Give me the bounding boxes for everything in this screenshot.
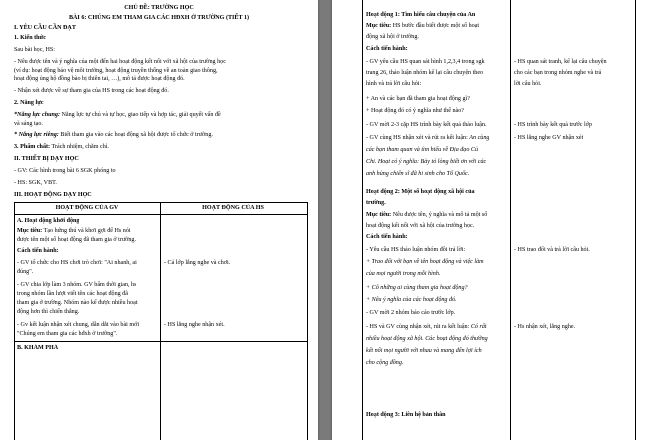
text: Biết tham gia vào các hoạt động xã hội được tổ chức ở trường. (58, 132, 213, 138)
activity-2-title-cont: trường. (366, 200, 386, 206)
label: * Năng lực riêng: (14, 132, 59, 138)
text: Trách nhiệm, chăm chỉ. (50, 144, 109, 150)
paragraph: - HS: SGK, VBT. (14, 180, 57, 186)
paragraph: Sau bài học, HS: (14, 47, 55, 53)
paragraph: hoạt động ủng hộ đồng bào bị thiên tai, …), mô tả được hoạt động đó. (14, 76, 185, 82)
paragraph (14, 131, 310, 140)
table-divider (14, 341, 308, 342)
step-line: + An và các bạn đã tham gia hoạt động gì? (366, 96, 470, 102)
section-equipment: II. THIẾT BỊ DẠY HỌC (14, 156, 79, 162)
activity-title: A. Hoạt động khởi động (17, 218, 80, 224)
goal-line: được tên một số hoạt động đã tham gia ở trường. (17, 237, 137, 243)
label: Mục tiêu: (366, 212, 392, 218)
label: Mục tiêu: (366, 23, 392, 29)
student-response: cho các bạn trong nhóm nghe và trả (514, 70, 602, 76)
student-response: - HS trao đổi và trả lời câu hỏi. (514, 247, 590, 253)
step-line: - GV mời 2-3 cặp HS trình bày kết quả thảo luận. (366, 122, 487, 128)
paragraph: - Nhận xét được về sự tham gia của HS trong các hoạt động đó. (14, 88, 169, 94)
paragraph: và sáng tạo. (14, 120, 43, 127)
goal-line: động xã hội ở trường. (366, 34, 419, 40)
student-response: - HS lắng nghe GV nhận xét (514, 135, 584, 141)
goal-line (366, 211, 487, 220)
table-divider (160, 202, 161, 440)
text: Nêu được tên, ý nghĩa và mô tả một số (391, 212, 488, 218)
goal-line: hoạt động kết nối với xã hội của trường học. (366, 223, 475, 229)
label: *Năng lực chung: (14, 112, 60, 118)
activity-3-title: Hoạt động 3: Liên hệ bản thân (366, 412, 446, 418)
step-line: + Nêu ý nghĩa của các hoạt động đó. (366, 297, 457, 303)
paragraph: (ví dụ: hoạt động bảo vệ môi trường, hoạt động truyền thống về an toàn giao thông, (14, 67, 218, 74)
step-line: trong nhóm lần lượt viết tên các hoạt động đã (17, 291, 128, 297)
conclusion-line: các bạn tham quan và tìm hiểu về Địa đạo Củ (366, 147, 479, 153)
step-line: động hơn thì chiến thắng. (17, 309, 80, 315)
conclusion: Có rất (470, 324, 487, 330)
goal-line (366, 22, 479, 31)
student-response: - Cả lớp lắng nghe và chơi. (164, 260, 231, 266)
conclusion-line: nhiều hoạt động xã hội. Các hoạt động đó thường (366, 336, 488, 342)
column-header-teacher: HOẠT ĐỘNG CỦA GV (55, 205, 119, 211)
document-page-1 (0, 0, 318, 440)
text: HS bước đầu biết được một số hoạt (391, 23, 480, 29)
section-activities: III. HOẠT ĐỘNG DẠY HỌC (14, 192, 92, 198)
text: Tạo hứng thú và khơi gợi để Hs nói (42, 228, 131, 234)
subsection-competence: 2. Năng lực (14, 100, 44, 106)
step-line: trang 26, thảo luận nhóm kể lại câu chuyện theo (366, 70, 484, 76)
step-line: đúng". (17, 269, 34, 275)
step-line: + Trao đổi với bạn về tên hoạt động và việc làm (366, 259, 484, 265)
table-divider (14, 214, 308, 215)
procedure-label: Cách tiến hành: (366, 46, 408, 52)
conclusion: An cùng (469, 135, 490, 141)
column-header-student: HOẠT ĐỘNG CỦA HS (202, 205, 264, 211)
conclusion-line: Chi. Hoạt có ý nghĩa: Bày tỏ lòng biết ơn với các (366, 159, 487, 165)
step-line: của mọi người trong mỗi hình. (366, 271, 441, 277)
conclusion-line: cho cộng đồng. (366, 360, 404, 366)
step-line (366, 134, 489, 143)
step-line: tham gia ở trường. Nhóm nào kể được nhiều hoạt (17, 300, 138, 306)
text: Năng lực tự chủ và tự học, giao tiếp và hợp tác, giải quyết vấn đề (59, 112, 221, 118)
step-line: - GV mời 2 nhóm báo cáo trước lớp. (366, 310, 456, 316)
paragraph: - GV: Các hình trong bài 6 SGK phóng to (14, 168, 116, 174)
section-b-title: B. KHÁM PHÁ (17, 345, 59, 351)
text: - HS và GV cùng nhận xét, rút ra kết luận: (366, 324, 471, 330)
goal-line (17, 227, 131, 236)
procedure-label: Cách tiến hành: (17, 248, 59, 254)
section-requirements: I. YÊU CẦU CẦN ĐẠT (14, 25, 76, 31)
step-line: - Gv kết luận nhận xét chung, dẫn dắt vào bài mới (17, 322, 140, 328)
paragraph: - Nêu được tên và ý nghĩa của một đến hai hoạt động kết nối với xã hội của trường học (14, 59, 226, 65)
student-response: - HS trình bày kết quả trước lớp (514, 122, 592, 128)
step-line: + Cô những ai cùng tham gia hoạt động? (366, 285, 468, 291)
step-line: "Chúng em tham gia các hđxh ở trường". (17, 331, 118, 337)
text: - GV cùng HS nhận xét và rút ra kết luận: (366, 135, 470, 141)
step-line: hình và trả lời câu hỏi: (366, 81, 422, 87)
activity-2-title: Hoạt động 2: Một số hoạt động xã hội của (366, 189, 475, 195)
student-response: lời câu hỏi. (514, 81, 542, 87)
procedure-label: Cách tiến hành: (366, 234, 408, 240)
label: Mục tiêu: (17, 228, 43, 234)
step-line: - Yêu cầu HS thảo luận nhóm đôi trả lời: (366, 247, 466, 253)
step-line: - GV yêu cầu HS quan sát hình 1,2,3,4 trong sgk (366, 59, 485, 65)
step-line: + Hoạt động đó có ý nghĩa như thế nào? (366, 108, 464, 114)
step-line: - GV tổ chức cho HS chơi trò chơi: "Ai nhanh, ai (17, 260, 137, 266)
subsection-knowledge: 1. Kiến thức (14, 35, 46, 41)
paragraph (14, 111, 310, 120)
document-page-2 (332, 0, 650, 440)
conclusion-line: kết nối mọi người với nhau và mang đến lợi ích (366, 348, 482, 354)
student-response: - HS lắng nghe nhận xét. (164, 322, 225, 328)
conclusion-line: anh hùng chiến sĩ đã hi sinh cho Tổ Quốc. (366, 171, 470, 177)
student-response: - HS quan sát tranh, kể lại câu chuyện (514, 59, 607, 65)
lesson-title: BÀI 6: CHÚNG EM THAM GIA CÁC HĐXH Ở TRƯỜNG (TIẾT 1) (68, 15, 250, 21)
step-line (366, 323, 487, 332)
subject-heading: CHỦ ĐỀ: TRƯỜNG HỌC (124, 5, 194, 11)
activity-1-title: Hoạt động 1: Tìm hiểu câu chuyện của An (366, 12, 476, 18)
step-line: - GV chia lớp làm 3 nhóm. GV bấm thời gian, hs (17, 282, 137, 288)
paragraph (14, 143, 310, 152)
student-response: - Hs nhận xét, lắng nghe. (514, 324, 576, 330)
label: 3. Phẩm chất: (14, 144, 51, 150)
table-divider (510, 0, 511, 440)
